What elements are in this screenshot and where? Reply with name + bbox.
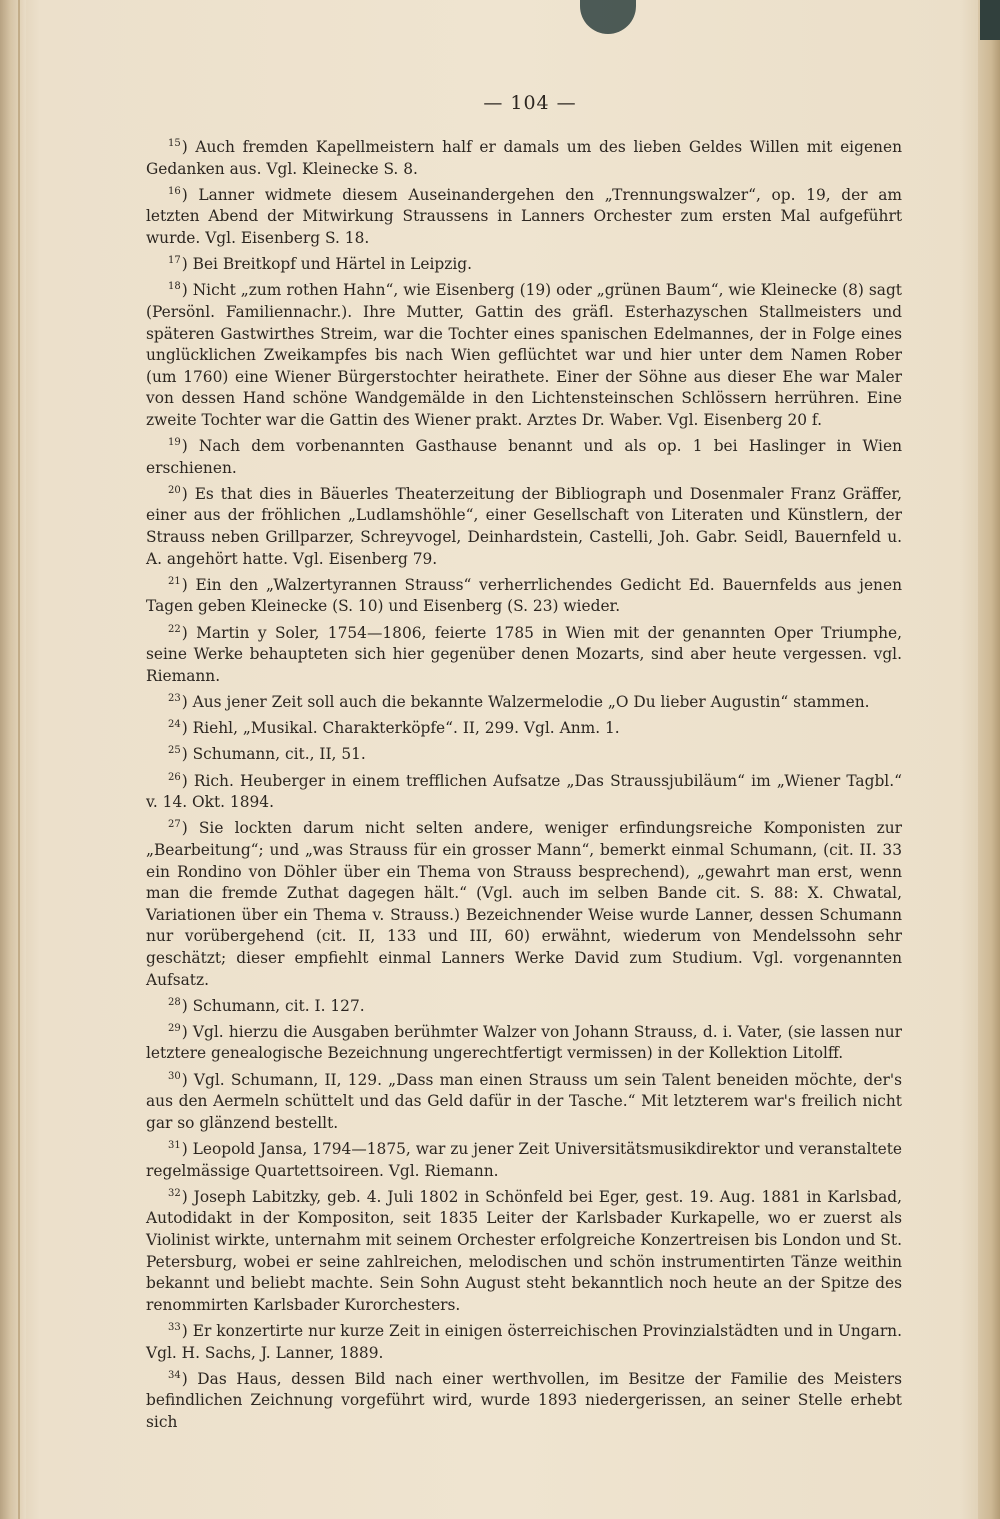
footnote-text: ) Nach dem vorbenannten Gasthause benannt und als op. 1 bei Haslinger in Wien erschienen. — [146, 437, 902, 477]
footnote-number: 24 — [168, 719, 181, 731]
footnote-text: ) Schumann, cit. I. 127. — [181, 996, 365, 1015]
footnote — [146, 1183, 902, 1317]
footnote — [146, 619, 902, 688]
footnote-text: ) Rich. Heuberger in einem trefflichen Aufsatze „Das Straussjubiläum“ im „Wiener Tagbl.“ v. 14. Okt. 1894. — [146, 771, 902, 812]
page-number: — 104 — — [483, 92, 577, 114]
footnote — [146, 181, 902, 250]
footnote-text: ) Martin y Soler, 1754—1806, feierte 1785 in Wien mit der genannten Oper Triumphe, seine Werke behaupteten sich hier gegenüber denen Mozarts, sind aber heute vergessen. vgl. Riemann. — [146, 623, 902, 685]
footnote — [146, 1135, 902, 1182]
footnote — [146, 1018, 902, 1065]
footnote-number: 29 — [168, 1022, 181, 1034]
footnote — [146, 432, 902, 479]
footnote-number: 19 — [168, 437, 181, 449]
footnote-text: ) Er konzertirte nur kurze Zeit in einigen österreichischen Provinzialstädten und in Ungarn. Vgl. H. Sachs, J. Lanner, 1889. — [146, 1321, 902, 1362]
footnote-number: 22 — [168, 623, 181, 635]
footnote — [146, 480, 902, 570]
footnote-text: ) Joseph Labitzky, geb. 4. Juli 1802 in Schönfeld bei Eger, gest. 19. Aug. 1881 in Karlsbad, Autodidakt in der Kompositon, seit 1835 Leiter der Karlsbader Kurkapelle, wo er zuerst als Violinist wirkte, unternahm mit seinem Orchester erfolgreiche Konzertreisen bis London und St. Petersburg, wobei er seine zahlreichen, melodischen und schön instrumentirten Tänze weithin bekannt und beliebt machte. Sein Sohn August steht bekanntlich noch heute an der Spitze des renommirten Karlsbader Kurorchesters. — [146, 1187, 902, 1314]
page-spine-shadow — [0, 0, 26, 1519]
footnote-number: 32 — [168, 1187, 181, 1199]
footnote-text: ) Auch fremden Kapellmeistern half er damals um des lieben Geldes Willen mit eigenen Gedanken aus. Vgl. Kleinecke S. 8. — [146, 138, 902, 178]
footnote-number: 17 — [168, 255, 181, 267]
footnote-text: ) Nicht „zum rothen Hahn“, wie Eisenberg (19) oder „grünen Baum“, wie Kleinecke (8) sagt (Persönl. Familiennachr.). Ihre Mutter, Gattin des gräfl. Esterhazyschen Stallmeisters und späteren Gastwirthes Streim, war die Tochter eines spanischen Edelmannes, der in Folge eines unglücklichen Zweikampfes bis nach Wien geflüchtet war und hier unter dem Namen Rober (um 1760) eine Wiener Bürgerstochter heirathete. Einer der Söhne aus dieser Ehe war Maler von dessen Hand schöne Wandgemälde in den Lichtensteinschen Schlössern herrühren. Eine zweite Tochter war die Gattin des Wiener prakt. Arztes Dr. Waber. Vgl. Eisenberg 20 f. — [146, 281, 902, 429]
footnote — [146, 250, 902, 276]
footnote-number: 26 — [168, 771, 181, 783]
footnote — [146, 276, 902, 431]
footnote-number: 28 — [168, 996, 181, 1008]
footnote-number: 16 — [168, 185, 181, 197]
footnote — [146, 992, 902, 1018]
footnote-text: ) Es that dies in Bäuerles Theaterzeitung der Bibliograph und Dosenmaler Franz Gräffer, einer aus der fröhlichen „Ludlamshöhle“, einer Gesellschaft von Literaten und Künstlern, der Strauss neben Grillparzer, Schreyvogel, Deinhardstein, Castelli, Joh. Gabr. Seidl, Bauernfeld u. A. angehört hatte. Vgl. Eisenberg 79. — [146, 484, 902, 568]
footnote — [146, 1365, 902, 1434]
footnotes — [146, 133, 902, 1434]
footnote-text: ) Ein den „Walzertyrannen Strauss“ verherrlichendes Gedicht Ed. Bauernfelds aus jenen Tagen geben Kleinecke (S. 10) und Eisenberg (S. 23) wieder. — [146, 575, 902, 616]
footnote — [146, 740, 902, 766]
footnote-text: ) Schumann, cit., II, 51. — [181, 745, 366, 764]
footnote-number: 31 — [168, 1140, 181, 1152]
footnote-number: 23 — [168, 693, 181, 704]
cover-corner — [980, 0, 1000, 40]
footnote-text: ) Aus jener Zeit soll auch die bekannte Walzermelodie „O Du lieber Augustin“ stammen. — [181, 693, 870, 711]
footnote — [146, 714, 902, 740]
footnote — [146, 571, 902, 618]
footnote-number: 15 — [168, 138, 181, 149]
footnote — [146, 1317, 902, 1364]
footnote-text: ) Leopold Jansa, 1794—1875, war zu jener Zeit Universitätsmusikdirektor und veranstaltete regelmässige Quartettsoireen. Vgl. Riemann. — [146, 1140, 902, 1180]
footnote — [146, 767, 902, 814]
footnote-number: 21 — [168, 575, 181, 587]
footnote-number: 30 — [168, 1070, 181, 1082]
footnote — [146, 133, 902, 180]
footnote — [146, 688, 902, 714]
footnote-number: 25 — [168, 745, 181, 757]
footnote-number: 20 — [168, 484, 181, 496]
footnote-text: ) Sie lockten darum nicht selten andere, weniger erfindungsreiche Komponisten zur „Bearbeitung“; und „was Strauss für ein grosser Mann“, bemerkt einmal Schumann, (cit. II. 33 ein Rondino von Döhler über ein Thema von Strauss besprechend), „gewahrt man erst, wenn man die fremde Zuthat dagegen hält.“ (Vgl. auch im selben Bande cit. S. 88: X. Chwatal, Variationen über ein Thema v. Strauss.) Bezeichnender Weise wurde Lanner, dessen Schumann nur vorübergehend (cit. II, 133 und III, 60) erwähnt, wiederum von Mendelssohn sehr geschätzt; dieser empfiehlt einmal Lanners Werke David zum Studium. Vgl. vorgenannten Aufsatz. — [146, 819, 902, 989]
footnote-text: ) Vgl. hierzu die Ausgaben berühmter Walzer von Johann Strauss, d. i. Vater, (sie lassen nur letztere genealogische Bezeichnung ungerechtfertigt vermissen) in der Kollektion Litolff. — [146, 1022, 902, 1063]
footnote — [146, 1066, 902, 1135]
page-edge — [978, 0, 1000, 1519]
footnote-text: ) Lanner widmete diesem Auseinandergehen den „Trennungswalzer“, op. 19, der am letzten Abend der Mitwirkung Straussens in Lanners Orchester zum ersten Mal aufgeführt wurde. Vgl. Eisenberg S. 18. — [146, 185, 902, 247]
footnote-text: ) Das Haus, dessen Bild nach einer werthvollen, im Besitze der Familie des Meisters befindlichen Zeichnung vorgeführt wird, wurde 1893 niedergerissen, an seiner Stelle erhebt sich — [146, 1369, 902, 1431]
footnote-text: ) Bei Breitkopf und Härtel in Leipzig. — [181, 255, 473, 274]
footnote-number: 33 — [168, 1321, 181, 1333]
footnote-number: 34 — [168, 1369, 181, 1381]
footnote-text: ) Vgl. Schumann, II, 129. „Dass man einen Strauss um sein Talent beneiden möchte, der's aus den Aermeln schüttelt und das Geld dafür in der Tasche.“ Mit letzterem war's freilich nicht gar so glänzend bestellt. — [146, 1070, 902, 1132]
footnote-number: 18 — [168, 281, 181, 293]
footnote-number: 27 — [168, 819, 181, 831]
footnote-text: ) Riehl, „Musikal. Charakterköpfe“. II, 299. Vgl. Anm. 1. — [181, 719, 620, 738]
binding-tab — [580, 0, 636, 34]
footnote — [146, 814, 902, 991]
